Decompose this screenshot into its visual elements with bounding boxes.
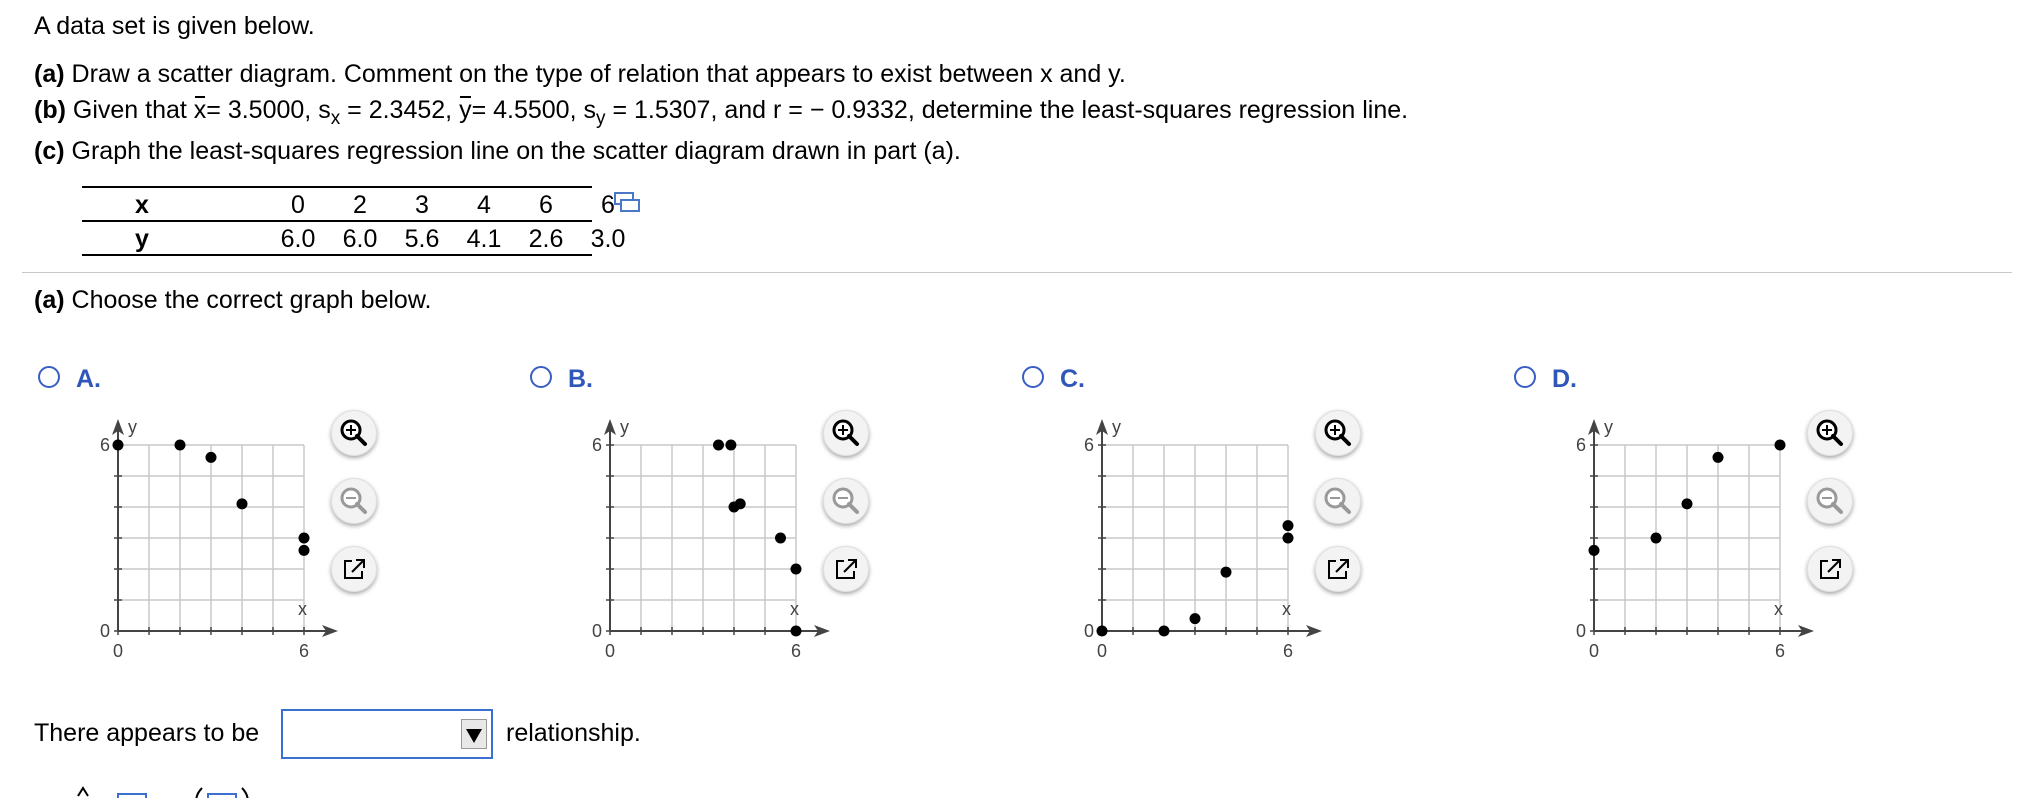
table-header-x: x: [135, 191, 149, 219]
scatter-graph-d: [1538, 410, 1788, 670]
part-b-label: (b): [34, 96, 66, 124]
data-point: [113, 440, 124, 451]
x-axis-label: x: [1774, 599, 1783, 619]
data-point: [175, 440, 186, 451]
zoom-out-icon[interactable]: [823, 478, 869, 524]
copy-table-icon[interactable]: [614, 192, 640, 214]
data-point: [1283, 520, 1294, 531]
x-axis-label: x: [790, 599, 799, 619]
table-cell: 3.0: [590, 225, 626, 253]
y-tick-label: 6: [1575, 435, 1586, 455]
y-tick-label: 0: [99, 621, 110, 641]
option-c-radio[interactable]: [1022, 366, 1044, 388]
math-toolbar-partial[interactable]: [70, 784, 270, 803]
answer-after: relationship.: [506, 719, 641, 747]
part-a-text: Draw a scatter diagram. Comment on the type of relation that appears to exist between x and y.: [71, 60, 1126, 88]
option-letter[interactable]: B.: [568, 365, 593, 393]
y-axis-label: y: [128, 417, 137, 437]
section-divider: [22, 272, 2012, 273]
popout-icon[interactable]: [331, 546, 377, 592]
part-b-given: Given that: [72, 96, 187, 124]
popout-icon[interactable]: [823, 546, 869, 592]
table-header-y: y: [135, 225, 149, 253]
x-tick-label: 6: [1282, 641, 1294, 661]
zoom-in-icon[interactable]: [1807, 410, 1853, 456]
table-cell: 6: [601, 191, 615, 219]
table-cell: 5.6: [404, 225, 440, 253]
x-tick-label: 0: [1588, 641, 1600, 661]
x-bar-symbol: x: [193, 96, 207, 124]
option-letter[interactable]: A.: [76, 365, 101, 393]
sy-value: = 1.5307, and r = − 0.9332, determine the least-squares regression line.: [612, 96, 1409, 124]
answer-before: There appears to be: [34, 719, 260, 747]
data-point: [735, 498, 746, 509]
table-cell: 0: [291, 191, 305, 219]
part-a-label: (a): [34, 60, 65, 88]
data-point: [1097, 626, 1108, 637]
data-point: [791, 564, 802, 575]
table-cell: 2: [353, 191, 367, 219]
zoom-in-icon[interactable]: [331, 410, 377, 456]
data-point: [237, 498, 248, 509]
x-tick-label: 0: [112, 641, 124, 661]
y-tick-label: 0: [1575, 621, 1586, 641]
table-row-y: [82, 222, 626, 256]
dropdown-arrow-icon[interactable]: [461, 719, 487, 749]
y-axis-label: y: [1112, 417, 1121, 437]
table-row-x: [82, 186, 615, 222]
zoom-out-icon[interactable]: [331, 478, 377, 524]
data-point: [299, 545, 310, 556]
y-tick-label: 6: [99, 435, 110, 455]
scatter-plot: [62, 410, 332, 680]
intro-text: A data set is given below.: [34, 12, 315, 40]
table-cell: 6.0: [342, 225, 378, 253]
sx-value: = 2.3452,: [347, 96, 453, 124]
zoom-out-icon[interactable]: [1807, 478, 1853, 524]
x-axis-label: x: [298, 599, 307, 619]
data-table: [82, 186, 626, 256]
table-cell: 2.6: [528, 225, 564, 253]
relationship-dropdown[interactable]: [281, 709, 493, 759]
x-axis-label: x: [1282, 599, 1291, 619]
data-point: [1589, 545, 1600, 556]
data-point: [1190, 613, 1201, 624]
data-point: [1713, 452, 1724, 463]
table-cell: 6: [539, 191, 553, 219]
y-tick-label: 0: [591, 621, 602, 641]
option-letter[interactable]: D.: [1552, 365, 1577, 393]
y-tick-label: 6: [591, 435, 602, 455]
scatter-graph-c: [1046, 410, 1296, 670]
part-b-line: [34, 96, 1409, 129]
y-tick-label: 6: [1083, 435, 1094, 455]
popout-icon[interactable]: [1807, 546, 1853, 592]
y-axis-label: y: [620, 417, 629, 437]
data-point: [713, 440, 724, 451]
data-point: [1775, 440, 1786, 451]
zoom-in-icon[interactable]: [823, 410, 869, 456]
prompt-label: (a): [34, 286, 65, 314]
data-point: [775, 533, 786, 544]
scatter-plot: [1538, 410, 1808, 680]
data-point: [299, 533, 310, 544]
y-bar-value: = 4.5500,: [471, 96, 577, 124]
sx-symbol: $s_x$: [318, 96, 341, 129]
data-point: [1221, 567, 1232, 578]
x-tick-label: 0: [1096, 641, 1108, 661]
popout-icon[interactable]: [1315, 546, 1361, 592]
y-axis-label: y: [1604, 417, 1613, 437]
x-tick-label: 6: [298, 641, 310, 661]
data-point: [1682, 498, 1693, 509]
scatter-graph-a: [62, 410, 312, 670]
part-c-line: [34, 139, 961, 164]
table-cell: 6.0: [280, 225, 316, 253]
option-letter[interactable]: C.: [1060, 365, 1085, 393]
table-cell: 3: [415, 191, 429, 219]
option-d-radio[interactable]: [1514, 366, 1536, 388]
data-point: [791, 626, 802, 637]
x-tick-label: 6: [1774, 641, 1786, 661]
table-cell: 4: [477, 191, 491, 219]
table-cell: 4.1: [466, 225, 502, 253]
zoom-out-icon[interactable]: [1315, 478, 1361, 524]
part-c-label: (c): [34, 137, 65, 165]
zoom-in-icon[interactable]: [1315, 410, 1361, 456]
part-a-line: [34, 62, 1126, 87]
scatter-graph-b: [554, 410, 804, 670]
data-point: [1159, 626, 1170, 637]
x-tick-label: 0: [604, 641, 616, 661]
data-point: [206, 452, 217, 463]
part-c-text: Graph the least-squares regression line on the scatter diagram drawn in part (a).: [71, 137, 961, 165]
y-tick-label: 0: [1083, 621, 1094, 641]
data-point: [1651, 533, 1662, 544]
prompt-text: Choose the correct graph below.: [71, 286, 432, 314]
x-bar-value: = 3.5000,: [206, 96, 312, 124]
y-bar-symbol: y: [459, 96, 472, 124]
x-tick-label: 6: [790, 641, 802, 661]
data-point: [725, 440, 736, 451]
scatter-plot: [554, 410, 824, 680]
sy-symbol: $s_y$: [583, 96, 606, 129]
option-b-radio[interactable]: [530, 366, 552, 388]
scatter-plot: [1046, 410, 1316, 680]
data-point: [1283, 533, 1294, 544]
prompt-line: [34, 288, 431, 313]
option-a-radio[interactable]: [38, 366, 60, 388]
